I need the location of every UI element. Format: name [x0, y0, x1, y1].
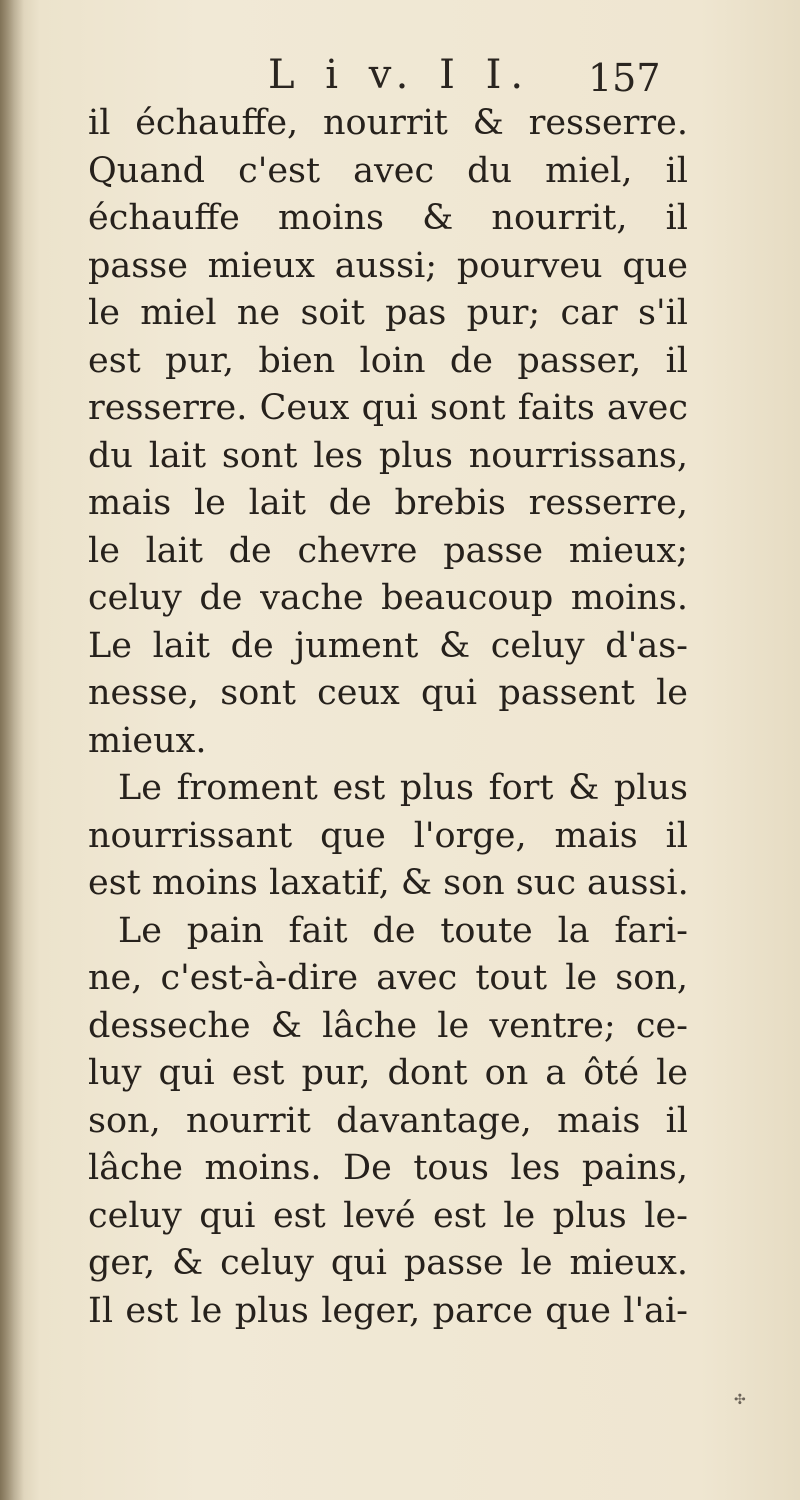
paragraph-first-line: Le pain fait de toute la fari- — [118, 910, 688, 951]
text-line: celuy de vache beaucoup moins. — [88, 578, 688, 618]
text-line: ne, c'est-à-dire avec tout le son, — [88, 958, 688, 998]
text-line: ger, & celuy qui passe le mieux. — [88, 1243, 688, 1283]
text-line: échauffe moins & nourrit, il — [88, 198, 688, 238]
text-line: lâche moins. De tous les pains, — [88, 1148, 688, 1188]
text-line: est pur, bien loin de passer, il — [88, 340, 688, 381]
text-line: il échauffe, nourrit & resserre. — [88, 103, 688, 143]
text-line: nesse, sont ceux qui passent le — [88, 673, 688, 713]
text-line: Il est le plus leger, parce que l'ai- — [88, 1290, 688, 1331]
text-line: mais le lait de brebis resserre, — [88, 483, 688, 523]
text-line: le lait de chevre passe mieux; — [88, 530, 688, 571]
page-number: 157 — [588, 56, 661, 100]
page-gutter-shadow — [0, 0, 24, 1500]
text-line: desseche & lâche le ventre; ce- — [88, 1005, 688, 1046]
text-line: Le lait de jument & celuy d'as- — [88, 625, 688, 666]
ink-smudge-mark: ✣ — [734, 1392, 746, 1408]
text-line: celuy qui est levé est le plus le- — [88, 1195, 688, 1236]
text-line: passe mieux aussi; pourveu que — [88, 245, 688, 286]
paragraph-first-line: Le froment est plus fort & plus — [118, 768, 688, 808]
text-line: le miel ne soit pas pur; car s'il — [88, 293, 688, 333]
text-line: mieux. — [88, 720, 207, 761]
text-line: est moins laxatif, & son suc aussi. — [88, 863, 689, 903]
text-line: nourrissant que l'orge, mais il — [88, 815, 688, 856]
running-head-title: L i v. I I. — [268, 52, 533, 98]
text-line: resserre. Ceux qui sont faits avec — [88, 388, 688, 428]
text-line: luy qui est pur, dont on a ôté le — [88, 1053, 688, 1093]
text-line: du lait sont les plus nourrissans, — [88, 435, 688, 476]
text-line: Quand c'est avec du miel, il — [88, 150, 688, 191]
text-line: son, nourrit davantage, mais il — [88, 1100, 688, 1141]
body-text — [88, 100, 688, 1335]
